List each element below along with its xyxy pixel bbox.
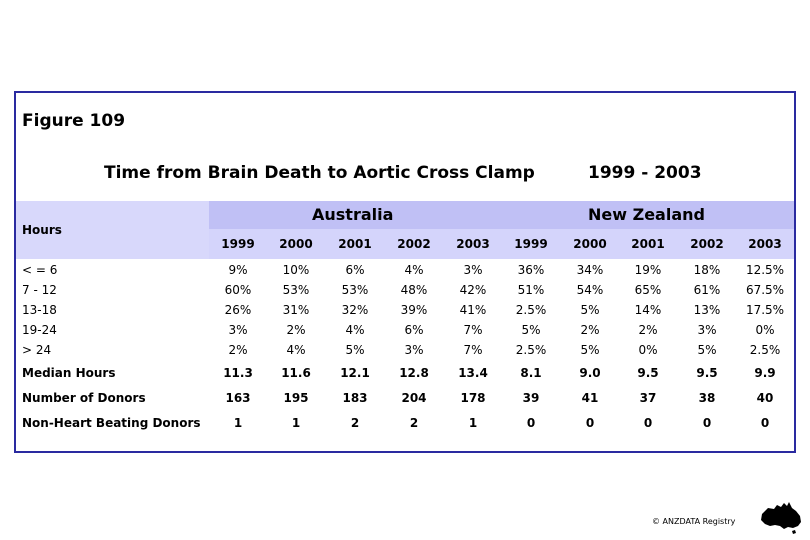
table-cell: 42%: [459, 283, 487, 297]
table-cell: 19%: [634, 263, 662, 277]
table-cell: 18%: [693, 263, 721, 277]
table-cell: 31%: [282, 303, 310, 317]
table-cell: 1: [291, 416, 301, 430]
row-label: 13-18: [22, 303, 57, 317]
table-cell: 3%: [404, 343, 424, 357]
table-cell: 7%: [463, 323, 483, 337]
row-label: 19-24: [22, 323, 57, 337]
table-cell: 5%: [580, 303, 600, 317]
year-header: 1999: [514, 237, 548, 251]
table-cell: 2%: [228, 343, 248, 357]
table-cell: 12.8: [399, 366, 429, 380]
table-cell: 37: [639, 391, 657, 405]
table-cell: 12.1: [340, 366, 370, 380]
table-cell: 38: [698, 391, 716, 405]
table-cell: 13.4: [458, 366, 488, 380]
figure-label: Figure 109: [22, 111, 126, 131]
table-cell: 54%: [576, 283, 604, 297]
figure-title: Time from Brain Death to Aortic Cross Clamp: [104, 163, 535, 183]
year-header: 2001: [631, 237, 665, 251]
table-cell: 2.5%: [749, 343, 781, 357]
table-cell: 5%: [521, 323, 541, 337]
table-cell: 48%: [400, 283, 428, 297]
table-row: [16, 364, 794, 384]
table-row: [16, 389, 794, 409]
year-header: 2000: [573, 237, 607, 251]
table-cell: 12.5%: [745, 263, 785, 277]
table-cell: 2.5%: [515, 303, 547, 317]
table-cell: 0: [760, 416, 770, 430]
year-header: 2003: [456, 237, 490, 251]
country-header-new-zealand: New Zealand: [588, 205, 705, 224]
table-row: [16, 341, 794, 361]
table-cell: 2: [409, 416, 419, 430]
year-header: 2001: [338, 237, 372, 251]
row-label: < = 6: [22, 263, 58, 277]
table-cell: 36%: [517, 263, 545, 277]
table-cell: 195: [283, 391, 309, 405]
figure-frame: [14, 91, 796, 453]
table-cell: 65%: [634, 283, 662, 297]
table-cell: 6%: [345, 263, 365, 277]
table-cell: 11.6: [281, 366, 311, 380]
row-header: Hours: [22, 223, 62, 237]
year-header: 1999: [221, 237, 255, 251]
table-cell: 39: [522, 391, 540, 405]
table-cell: 7%: [463, 343, 483, 357]
table-cell: 41: [581, 391, 599, 405]
table-cell: 2%: [286, 323, 306, 337]
table-cell: 34%: [576, 263, 604, 277]
year-header-row: [16, 231, 794, 257]
table-cell: 8.1: [520, 366, 542, 380]
table-cell: 0: [585, 416, 595, 430]
table-cell: 17.5%: [745, 303, 785, 317]
table-cell: 61%: [693, 283, 721, 297]
year-header: 2003: [748, 237, 782, 251]
table-cell: 13%: [693, 303, 721, 317]
table-cell: 9.0: [579, 366, 601, 380]
table-cell: 183: [342, 391, 368, 405]
country-header-australia: Australia: [312, 205, 394, 224]
table-cell: 4%: [345, 323, 365, 337]
table-cell: 5%: [345, 343, 365, 357]
table-cell: 1: [468, 416, 478, 430]
table-cell: 9.5: [696, 366, 718, 380]
table-cell: 0: [526, 416, 536, 430]
table-cell: 9%: [228, 263, 248, 277]
row-label: Number of Donors: [22, 391, 146, 405]
table-cell: 4%: [286, 343, 306, 357]
table-cell: 9.5: [637, 366, 659, 380]
row-label: > 24: [22, 343, 52, 357]
table-row: [16, 261, 794, 281]
australia-map-icon: [758, 500, 806, 534]
table-cell: 163: [225, 391, 251, 405]
table-cell: 204: [401, 391, 427, 405]
table-cell: 11.3: [223, 366, 253, 380]
year-range: 1999 - 2003: [588, 163, 702, 183]
table-cell: 51%: [517, 283, 545, 297]
table-cell: 0%: [755, 323, 775, 337]
table-cell: 1: [233, 416, 243, 430]
table-cell: 0: [702, 416, 712, 430]
table-row: [16, 321, 794, 341]
table-cell: 2: [350, 416, 360, 430]
year-header: 2002: [397, 237, 431, 251]
table-cell: 10%: [282, 263, 310, 277]
table-cell: 41%: [459, 303, 487, 317]
table-cell: 5%: [697, 343, 717, 357]
year-header: 2002: [690, 237, 724, 251]
table-cell: 32%: [341, 303, 369, 317]
table-cell: 53%: [341, 283, 369, 297]
credit-text: © ANZDATA Registry: [652, 517, 736, 526]
table-row: [16, 414, 794, 434]
row-label: Non-Heart Beating Donors: [22, 416, 201, 430]
table-cell: 5%: [580, 343, 600, 357]
row-label: Median Hours: [22, 366, 116, 380]
table-cell: 53%: [282, 283, 310, 297]
table-cell: 178: [460, 391, 486, 405]
table-cell: 3%: [463, 263, 483, 277]
table-cell: 67.5%: [745, 283, 785, 297]
table-cell: 14%: [634, 303, 662, 317]
table-cell: 0: [643, 416, 653, 430]
table-row: [16, 281, 794, 301]
table-cell: 2%: [638, 323, 658, 337]
table-cell: 26%: [224, 303, 252, 317]
table-cell: 40: [756, 391, 774, 405]
table-cell: 3%: [697, 323, 717, 337]
table-cell: 2%: [580, 323, 600, 337]
table-cell: 9.9: [754, 366, 776, 380]
table-cell: 3%: [228, 323, 248, 337]
year-header: 2000: [279, 237, 313, 251]
row-label: 7 - 12: [22, 283, 57, 297]
table-cell: 0%: [638, 343, 658, 357]
table-cell: 4%: [404, 263, 424, 277]
table-cell: 39%: [400, 303, 428, 317]
table-cell: 6%: [404, 323, 424, 337]
table-cell: 60%: [224, 283, 252, 297]
table-cell: 2.5%: [515, 343, 547, 357]
table-row: [16, 301, 794, 321]
